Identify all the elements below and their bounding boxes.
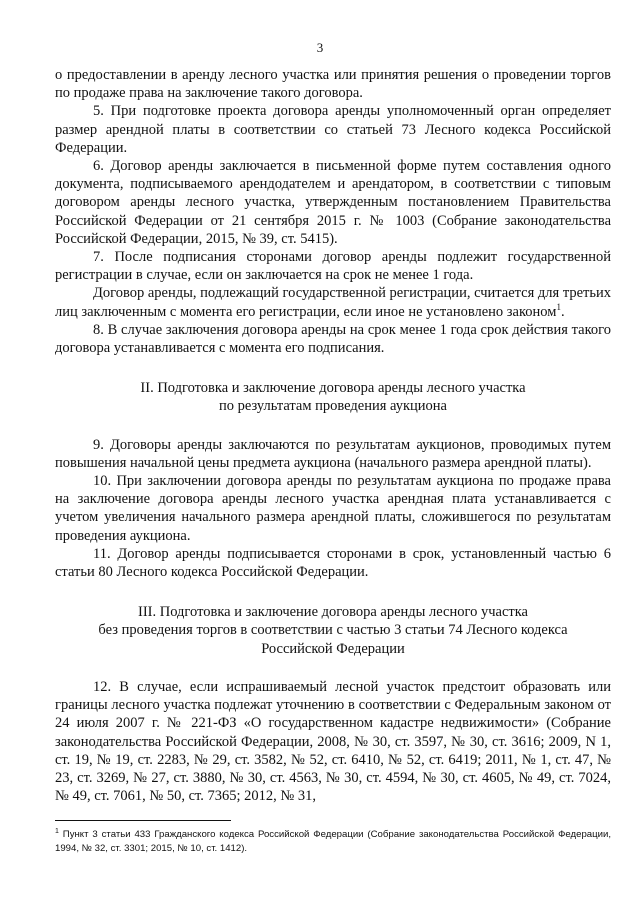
paragraph-9: 9. Договоры аренды заключаются по результатам аукционов, проводимых путем повышения начальной цены предмета аукциона (начального размера арендной платы). bbox=[55, 436, 611, 471]
paragraph-12: 12. В случае, если испрашиваемый лесной участок предстоит образовать или границы лесного участка подлежат уточнению в соответствии с Федеральным законом от 24 июля 2007 г. № 221-ФЗ «О государственном кадастре недвижимости» (Собрание законодательства Российской Федерации, 2008, № 30, ст. 3597, № 30, ст. 3616; 2009, N 1, ст. 19, № 19, ст. 2283, № 29, ст. 3582, № 52, ст. 6410, № 52, ст. 6419; 2011, № 1, ст. 47, № 23, ст. 3269, № 27, ст. 3880, № 30, ст. 4563, № 30, ст. 4594, № 30, ст. 4605, № 49, ст. 7024, № 49, ст. 7061, № 50, ст. 7365; 2012, № 31, bbox=[55, 678, 611, 805]
section-3-heading-line-3: Российской Федерации bbox=[261, 640, 405, 657]
footnote-marker: 1 bbox=[55, 827, 59, 835]
paragraph-11: 11. Договор аренды подписывается сторонами в срок, установленный частью 6 статьи 80 Лесного кодекса Российской Федерации. bbox=[55, 545, 611, 581]
paragraph-6: 6. Договор аренды заключается в письменной форме путем составления одного документа, подписываемого арендодателем и арендатором, в соответствии с типовым договором аренды лесного участка, утвержденным постановлением Правительства Российской Федерации от 21 сентября 2015 г. № 1003 (Собрание законодательства Российской Федерации, 2015, № 39, ст. 5415). bbox=[55, 158, 611, 247]
paragraph-8: 8. В случае заключения договора аренды на срок менее 1 года срок действия такого договора устанавливается с момента его подписания. bbox=[55, 321, 611, 357]
paragraph-registration-text: Договор аренды, подлежащий государственной регистрации, считается для третьих лиц заключенным с момента его регистрации, если иное не установлено законом bbox=[55, 285, 611, 320]
section-2-heading-line-1: II. Подготовка и заключение договора аренды лесного участка bbox=[140, 380, 526, 397]
footnote-divider bbox=[55, 820, 231, 821]
page-number: 3 bbox=[316, 40, 324, 55]
section-2-heading bbox=[55, 379, 611, 415]
section-3-heading bbox=[55, 603, 611, 658]
paragraph-5: 5. При подготовке проекта договора аренды уполномоченный орган определяет размер арендной платы в соответствии со статьей 73 Лесного кодекса Российской Федерации. bbox=[55, 103, 611, 156]
paragraph-10: 10. При заключении договора аренды по результатам аукциона по продаже права на заключение договора аренды лесного участка арендная плата устанавливается с учетом увеличения начального размера арендной платы, сложившегося по результатам проведения аукциона. bbox=[55, 473, 611, 544]
paragraph-continuation: о предоставлении в аренду лесного участка или принятия решения о проведении торгов по продаже права на заключение такого договора. bbox=[55, 67, 611, 102]
paragraph-registration-tail: . bbox=[560, 303, 565, 320]
paragraph-registration bbox=[55, 284, 611, 320]
document-body bbox=[55, 66, 611, 805]
section-2-heading-line-2: по результатам проведения аукциона bbox=[218, 398, 447, 415]
paragraph-7: 7. После подписания сторонами договор аренды подлежит государственной регистрации в случае, если он заключается на срок не менее 1 года. bbox=[55, 249, 611, 284]
footnote-text: Пункт 3 статьи 433 Гражданского кодекса Российской Федерации (Собрание законодательства Российской Федерации, 1994, № 32, ст. 3301; 2015, № 10, ст. 1412). bbox=[55, 829, 611, 854]
footnote-reference[interactable]: 1 bbox=[556, 301, 561, 312]
footnote bbox=[55, 828, 611, 856]
section-3-heading-line-1: III. Подготовка и заключение договора аренды лесного участка bbox=[138, 604, 528, 621]
section-3-heading-line-2: без проведения торгов в соответствии с частью 3 статьи 74 Лесного кодекса bbox=[98, 622, 568, 639]
